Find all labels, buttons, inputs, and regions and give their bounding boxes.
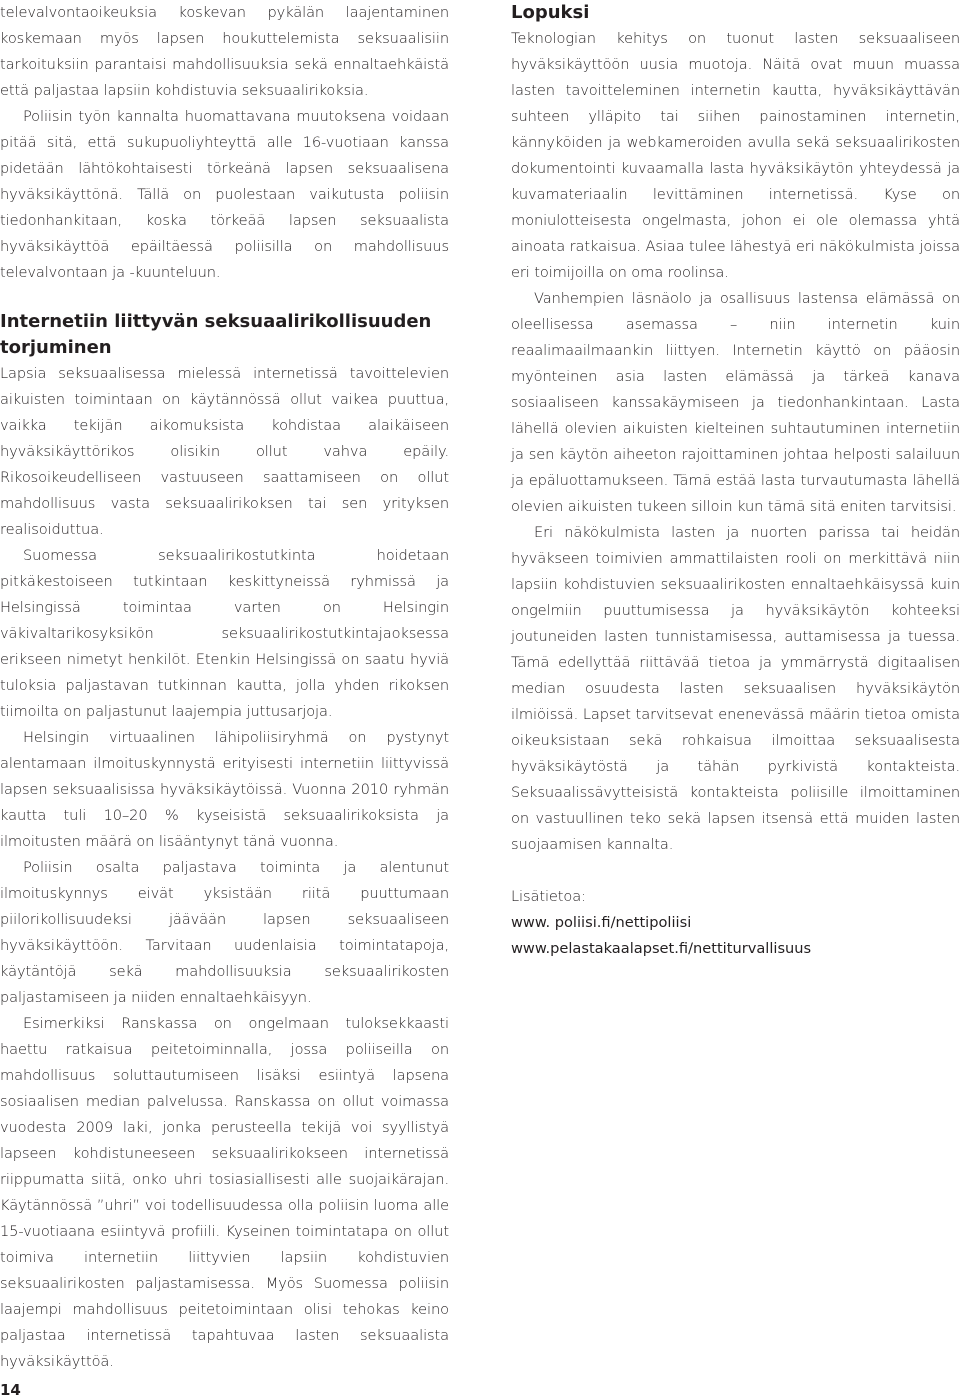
page-number: 14 (0, 1381, 21, 1399)
paragraph-police-view: Poliisin työn kannalta huomattavana muutoksena voidaan pitää sitä, että sukupuoliyhteyttä alle 16-vuotiaan kanssa pidetään lähtökohtaisesti törkeänä lapsen seksuaalisena hyväksikäyttönä. Tällä on puolestaan vaikutusta poliisin tiedonhankitaan, koska törkeää lapsen seksuaalista hyväksikäyttöä epäiltäessä poliisilla on mahdollisuus televalvontaan ja -kuunteluun. (0, 108, 449, 281)
paragraph-parents: Vanhempien läsnäolo ja osallisuus lastensa elämässä on oleellisessa asemassa – niin internetin kuin reaalimaailmaankin liittyen. Internetin käyttö on pääosin myönteinen asia lasten elämässä ja tärkeä kanava sosiaaliseen kanssakäymiseen ja tiedonhankintaan. Lasta lähellä olevien aikuisten kielteinen suhtautuminen internetiin ja sen käytön aiheeton rajoittaminen johtaa helposti salailuun ja epäluottamukseen. Tämä estää lasta turvautumasta lähellä olevien aikuisten tukeen silloin kun tämä sitä eniten tarvitsisi. (511, 290, 960, 515)
paragraph-france-example: Esimerkiksi Ranskassa on ongelmaan tuloksekkaasti haettu ratkaisua peitetoiminnalla, jossa poliiseilla on mahdollisuus soluttautumiseen lisäksi esiintyä lapsena sosiaalisen median palvelussa. Ranskassa on ollut voimassa vuodesta 2009 laki, jonka perusteella tekijä voi syyllistyä lapseen kohdistuneeseen seksuaalirikokseen internetissä riippumatta siitä, onko uhri tosiasiallisesti alle suojaikärajan. Käytännössä ”uhri” voi todellisuudessa olla poliisin luoma alle 15-vuotiaana esiintyvä profiili. Kyseinen toimintatapa on ollut toimiva internetiin liittyvien lapsiin kohdistuvien seksuaalirikosten paljastamisessa. Myös Suomessa poliisin laajempi mahdollisuus peitetoimintaan olisi tehokas keino paljastaa internetissä tapahtuvaa lasten seksuaalista hyväksikäyttöä. (0, 1015, 449, 1370)
section-heading-conclusion: Lopuksi (511, 2, 590, 23)
left-column (0, 0, 449, 1375)
right-column (511, 0, 960, 962)
section-heading-internet-crime: Internetiin liittyvän seksuaalirikollisuuden torjuminen (0, 311, 432, 358)
link-nettipoliisi[interactable]: www. poliisi.fi/nettipoliisi (511, 914, 692, 931)
paragraph-conclusion: Teknologian kehitys on tuonut lasten seksuaaliseen hyväksikäyttöön uusia muotoja. Näitä ovat muun muassa lasten tavoitteleminen internetin kautta, hyväksikäyttävän suhteen ylläpito tai siihen painostaminen internetin, kännyköiden ja webkameroiden avulla sekä seksuaalirikosten dokumentointi kuvaamalla lasta hyväksikäytön yhteydessä ja kuvamateriaalin levittäminen internetissä. Kyse on moniulotteisesta ongelmasta, johon ei ole olemassa yhtä ainoata ratkaisua. Asiaa tulee lähestyä eri näkökulmista joissa eri toimijoilla on oma roolinsa. (511, 30, 960, 281)
paragraph-helsinki-virtual-police: Helsingin virtuaalinen lähipoliisiryhmä on pystynyt alentamaan ilmoituskynnystä erityisesti internetiin liittyvissä lapsen seksuaalisissa hyväksikäytöissä. Vuonna 2010 ryhmän kautta tuli 10–20 % kyseisistä seksuaalirikoksista ja ilmoitusten määrä on lisääntynyt tänä vuonna. (0, 729, 449, 850)
paragraph-difficult-to-intervene: Lapsia seksuaalisessa mielessä internetissä tavoittelevien aikuisten toimintaan on käytännössä ollut vaikea puuttua, vaikka tekijän aikomuksista kohdistaa alaikäiseen hyväksikäyttörikos olisikin ollut vahva epäily. Rikosoikeudelliseen vastuuseen saattamiseen on ollut mahdollisuus vasta seksuaalirikoksen tai sen yrityksen realisoiduttua. (0, 365, 449, 538)
paragraph-professionals: Eri näkökulmista lasten ja nuorten parissa tai heidän hyväkseen toimivien ammattilaisten rooli on merkittävä niin lapsiin kohdistuvien seksuaalirikosten ennaltaehkäisyssä kuin ongelmiin puuttumisessa ja hyväksikäytön kohteeksi joutuneiden lasten tunnistamisessa, auttamisessa ja tuessa. Tämä edellyttää riittävää tietoa ja ymmärrystä digitaalisen median osuudesta lasten seksuaalisen hyväksikäytön ilmiöissä. Lapset tarvitsevat enenevässä määrin tietoa omista oikeuksistaan sekä rohkaisua ilmoittaa seksuaalisesta hyväksikäytöstä ja tähän pyrkivistä kontakteista. Seksuaalissävytteisistä kontakteista poliisille ilmoittaminen on vastuullinen teko sekä lapsen itsensä että muiden lasten suojaamisen kannalta. (511, 524, 960, 853)
paragraph-intro: televalvontaoikeuksia koskevan pykälän laajentaminen koskemaan myös lapsen houkuttelemista seksuaalisiin tarkoituksiin parantaisi mahdollisuuksia sekä ennaltaehkäistä että paljastaa lapsiin kohdistuvia seksuaalirikoksia. (0, 4, 449, 99)
paragraph-police-role: Poliisin osalta paljastava toiminta ja alentunut ilmoituskynnys eivät yksistään riitä puuttumaan piilorikollisuudeksi jäävään lapsen seksuaaliseen hyväksikäyttöön. Tarvitaan uudenlaisia toimintatapoja, käytäntöjä sekä mahdollisuuksia seksuaalirikosten paljastamiseen ja niiden ennaltaehkäisyyn. (0, 859, 449, 1006)
link-nettiturvallisuus[interactable]: www.pelastakaalapset.fi/nettiturvallisuus (511, 940, 812, 957)
paragraph-finland-investigation: Suomessa seksuaalirikostutkinta hoidetaan pitkäkestoiseen tutkintaan keskittyneissä ryhmissä ja Helsingissä toimintaa varten on Helsingin väkivaltarikosyksikön seksuaalirikostutkintajaoksessa erikseen nimetyt henkilöt. Etenkin Helsingissä on saatu hyviä tuloksia paljastavan tutkinnan kautta, jolla yhden rikoksen tiimoilta on paljastunut laajempia juttusarjoja. (0, 547, 449, 720)
more-info-label: Lisätietoa: (511, 888, 586, 905)
